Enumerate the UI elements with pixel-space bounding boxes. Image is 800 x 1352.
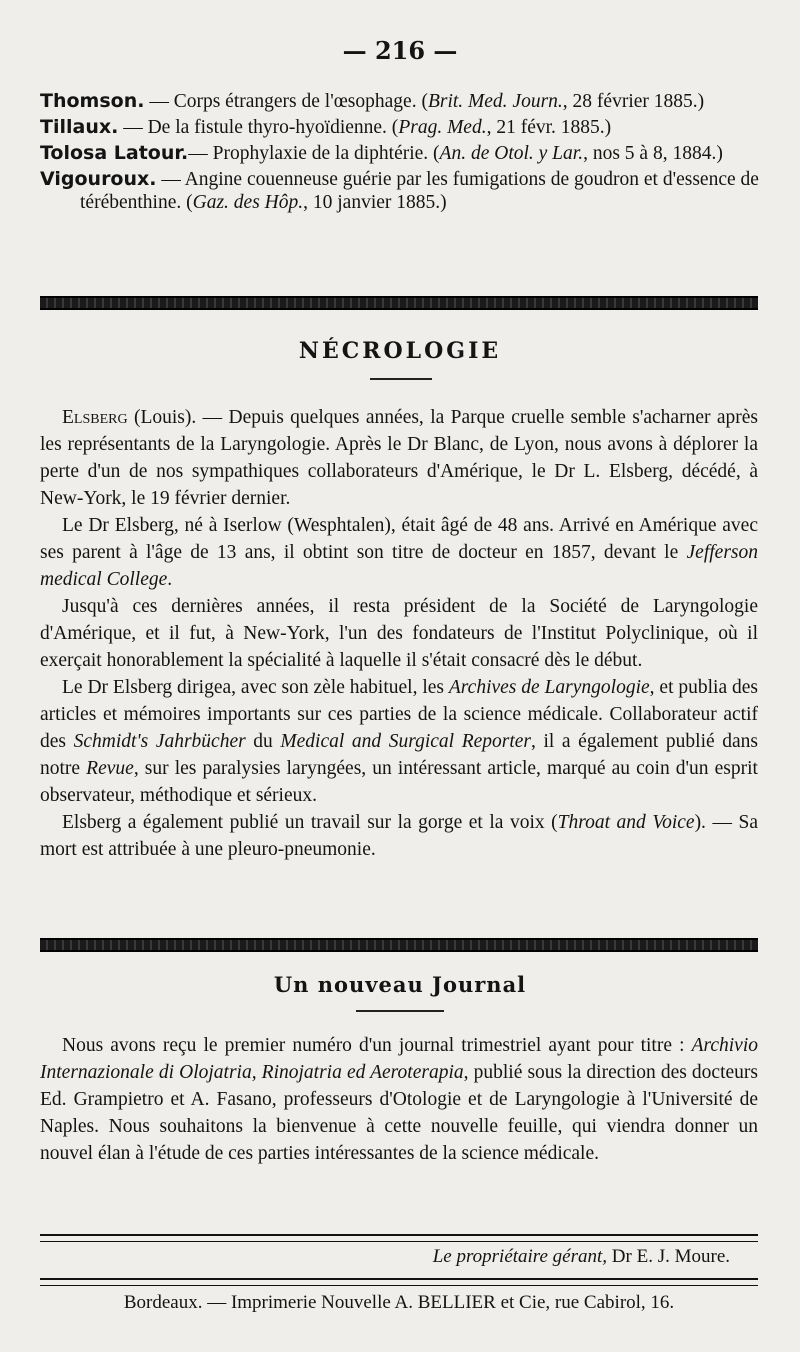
paragraph: Le Dr Elsberg dirigea, avec son zèle habituel, les Archives de Laryngologie, et publia des articles et mémoires importants sur ces parties de la science médicale. Collaborateur actif des Schmidt's Jahrbücher du Medical and Surgical Reporter, il a également publié dans notre Revue, sur les paralysies laryngées, un intéressant article, marqué au coin d'un esprit observateur, méthodique et sérieux. <box>40 677 758 806</box>
page-number: — 216 — <box>342 36 458 65</box>
signature-label: Le propriétaire gérant, <box>432 1246 608 1267</box>
reference-list <box>40 90 760 217</box>
signature <box>40 1246 730 1268</box>
footer-rule <box>40 1278 758 1286</box>
paragraph: Jusqu'à ces dernières années, il resta président de la Société de Laryngologie d'Amérique, et il fut, à New-York, l'un des fondateurs de l'Institut Polyclinique, où il exerçait honorablement la spécialité à laquelle il s'était consacré dès le début. <box>40 596 758 671</box>
journal-body <box>40 1032 758 1167</box>
reference-author: Tillaux. <box>40 116 119 138</box>
reference-author: Vigouroux. <box>40 168 157 190</box>
title-underline <box>370 378 432 380</box>
journal-title: Un nouveau Journal <box>273 972 527 997</box>
necrologie-body <box>40 404 758 863</box>
section-divider <box>40 938 758 952</box>
signature-name: Dr E. J. Moure. <box>611 1246 730 1267</box>
section-divider <box>40 296 758 310</box>
signature-rule <box>40 1234 758 1242</box>
reference-item: Tolosa Latour.— Prophylaxie de la diphtérie. (An. de Otol. y Lar., nos 5 à 8, 1884.) <box>40 142 723 164</box>
reference-author: Tolosa Latour. <box>40 142 189 164</box>
paragraph: Elsberg a également publié un travail sur la gorge et la voix (Throat and Voice). — Sa mort est attribuée à une pleuro-pneumonie. <box>40 812 758 860</box>
paragraph: Nous avons reçu le premier numéro d'un journal trimestriel ayant pour titre : Archivio Internazionale di Olojatria, Rinojatria ed Aeroterapia, publié sous la direction des docteurs Ed. Grampietro et A. Fasano, professeurs d'Otologie et de Laryngologie à l'Université de Naples. Nous souhaitons la bienvenue à cette nouvelle feuille, qui viendra donner un nouvel élan à l'étude de ces parties intéressantes de la science médicale. <box>40 1035 758 1164</box>
reference-item: Vigouroux. — Angine couenneuse guérie par les fumigations de goudron et d'essence de térébenthine. (Gaz. des Hôp., 10 janvier 1885.) <box>40 168 759 213</box>
reference-item: Tillaux. — De la fistule thyro-hyoïdienne. (Prag. Med., 21 févr. 1885.) <box>40 116 612 138</box>
printer-footer: Bordeaux. — Imprimerie Nouvelle A. BELLIER et Cie, rue Cabirol, 16. <box>123 1292 675 1313</box>
reference-item: Thomson. — Corps étrangers de l'œsophage. (Brit. Med. Journ., 28 février 1885.) <box>40 90 705 112</box>
necrologie-title: NÉCROLOGIE <box>298 338 502 364</box>
reference-author: Thomson. <box>40 90 145 112</box>
paragraph: Elsberg (Louis). — Depuis quelques années, la Parque cruelle semble s'acharner après les représentants de la Laryngologie. Après le Dr Blanc, de Lyon, nous avons à déplorer la perte d'un de nos sympathiques collaborateurs d'Amérique, le Dr L. Elsberg, décédé, à New-York, le 19 février dernier. <box>40 407 758 509</box>
title-underline <box>356 1010 444 1012</box>
paragraph: Le Dr Elsberg, né à Iserlow (Wesphtalen), était âgé de 48 ans. Arrivé en Amérique avec ses parent à l'âge de 13 ans, il obtint son titre de docteur en 1857, devant le Jefferson medical College. <box>40 515 758 590</box>
